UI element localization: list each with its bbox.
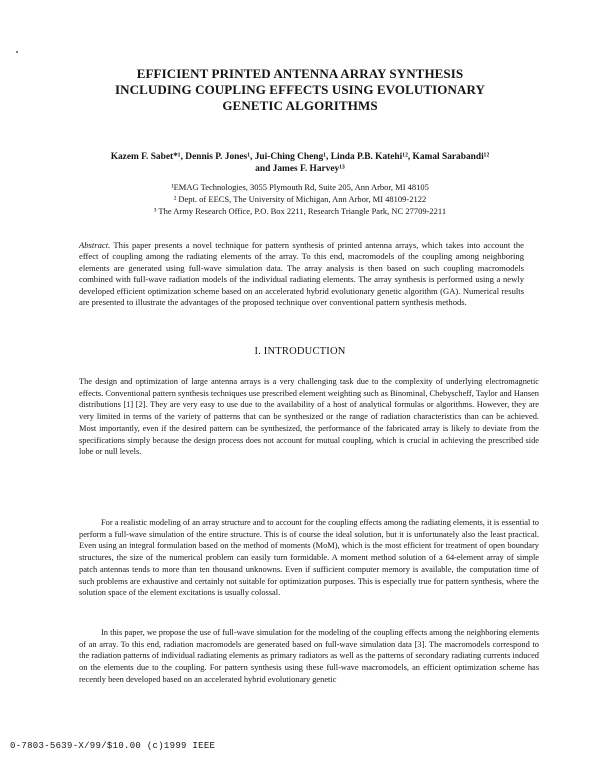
author-line-2: and James F. Harvey¹³ <box>255 164 345 174</box>
affiliation-3: ³ The Army Research Office, P.O. Box 2211, Research Triangle Park, NC 27709-2211 <box>153 205 447 216</box>
title-line-2: INCLUDING COUPLING EFFECTS USING EVOLUTIONARY <box>115 82 485 97</box>
intro-paragraph-3: In this paper, we propose the use of full-wave simulation for the modeling of the coupling effects among the neighboring elements of an array. To this end, radiation macromodels are generated based on full-wave simulation data [3]. The macromodels correspond to the radiation patterns of individual radiating elements as primary radiators as well as the patterns of secondary radiating currents induced on the elements due to the coupling. For pattern synthesis using these full-wave macromodels, an efficient optimization scheme has recently been developed based on an accelerated hybrid evolutionary genetic <box>79 628 539 684</box>
affiliation-1: ¹EMAG Technologies, 3055 Plymouth Rd, Suite 205, Ann Arbor, MI 48105 <box>171 182 429 192</box>
author-list <box>60 151 540 175</box>
affiliation-2: ² Dept. of EECS, The University of Michigan, Ann Arbor, MI 48109-2122 <box>173 193 427 204</box>
affiliations <box>60 182 540 217</box>
copyright-footer: 0-7803-5639-X/99/$10.00 (c)1999 IEEE <box>10 741 216 751</box>
abstract <box>79 240 524 308</box>
abstract-text: This paper presents a novel technique for pattern synthesis of printed antenna arrays, which takes into account the effect of coupling among the radiating elements of the array. To this end, macromodels of the coupling among neighboring elements are generated using full-wave simulation data. The array analysis is then based on such coupling macromodels combined with full-wave radiation models of the individual radiating elements. The array synthesis is performed using a newly developed efficient optimization scheme based on an accelerated hybrid evolutionary genetic algorithm (GA). Numerical results are presented to illustrate the advantages of the proposed technique over conventional pattern synthesis methods. <box>79 240 524 308</box>
scan-speck <box>16 51 18 53</box>
title-line-1: EFFICIENT PRINTED ANTENNA ARRAY SYNTHESIS <box>136 66 464 81</box>
intro-paragraph-2: For a realistic modeling of an array structure and to account for the coupling effects among the radiating elements, it is essential to perform a full-wave simulation of the entire structure. This is of course the ideal solution, but it is unfortunately also the least practical. Even using an integral formulation based on the method of moments (MoM), which is the most efficient for treatment of open boundary structures, the size of the numerical problem can easily turn formidable. A moment method solution of a 64-element array of simple patch antennas tends to more than ten thousand unknowns. Even if sufficient computer memory is available, the computation time of such problems are exhaustive and certainly not suitable for optimization purposes. This is especially true for pattern synthesis, where the solution space of the element excitations is usually colossal. <box>79 518 539 598</box>
intro-paragraph-1: The design and optimization of large antenna arrays is a very challenging task due to the complexity of underlying electromagnetic effects. Conventional pattern synthesis techniques use prescribed element weighting such as Binominal, Chebyscheff, Taylor and Hansen distributions [1] [2]. They are very easy to use due to the availability of a host of analytical formulas or algorithms. However, they are very limited in terms of the variety of patterns that can be synthesized or the range of radiation characteristics than can be achieved. Most importantly, even if the desired pattern can be synthesized, the performance of the fabricated array is likely to deviate from the specifications simply because the design process does not account for mutual coupling, which is crucial in achieving the prescribed side lobe or null levels. <box>79 377 539 457</box>
title-line-3: GENETIC ALGORITHMS <box>222 98 378 113</box>
section-heading-introduction: I. INTRODUCTION <box>254 346 346 357</box>
abstract-label: Abstract. <box>79 240 111 250</box>
paper-title <box>60 66 540 114</box>
author-line-1: Kazem F. Sabet*¹, Dennis P. Jones¹, Jui-Ching Cheng¹, Linda P.B. Katehi¹², Kamal Sarabandi¹² <box>110 152 490 162</box>
